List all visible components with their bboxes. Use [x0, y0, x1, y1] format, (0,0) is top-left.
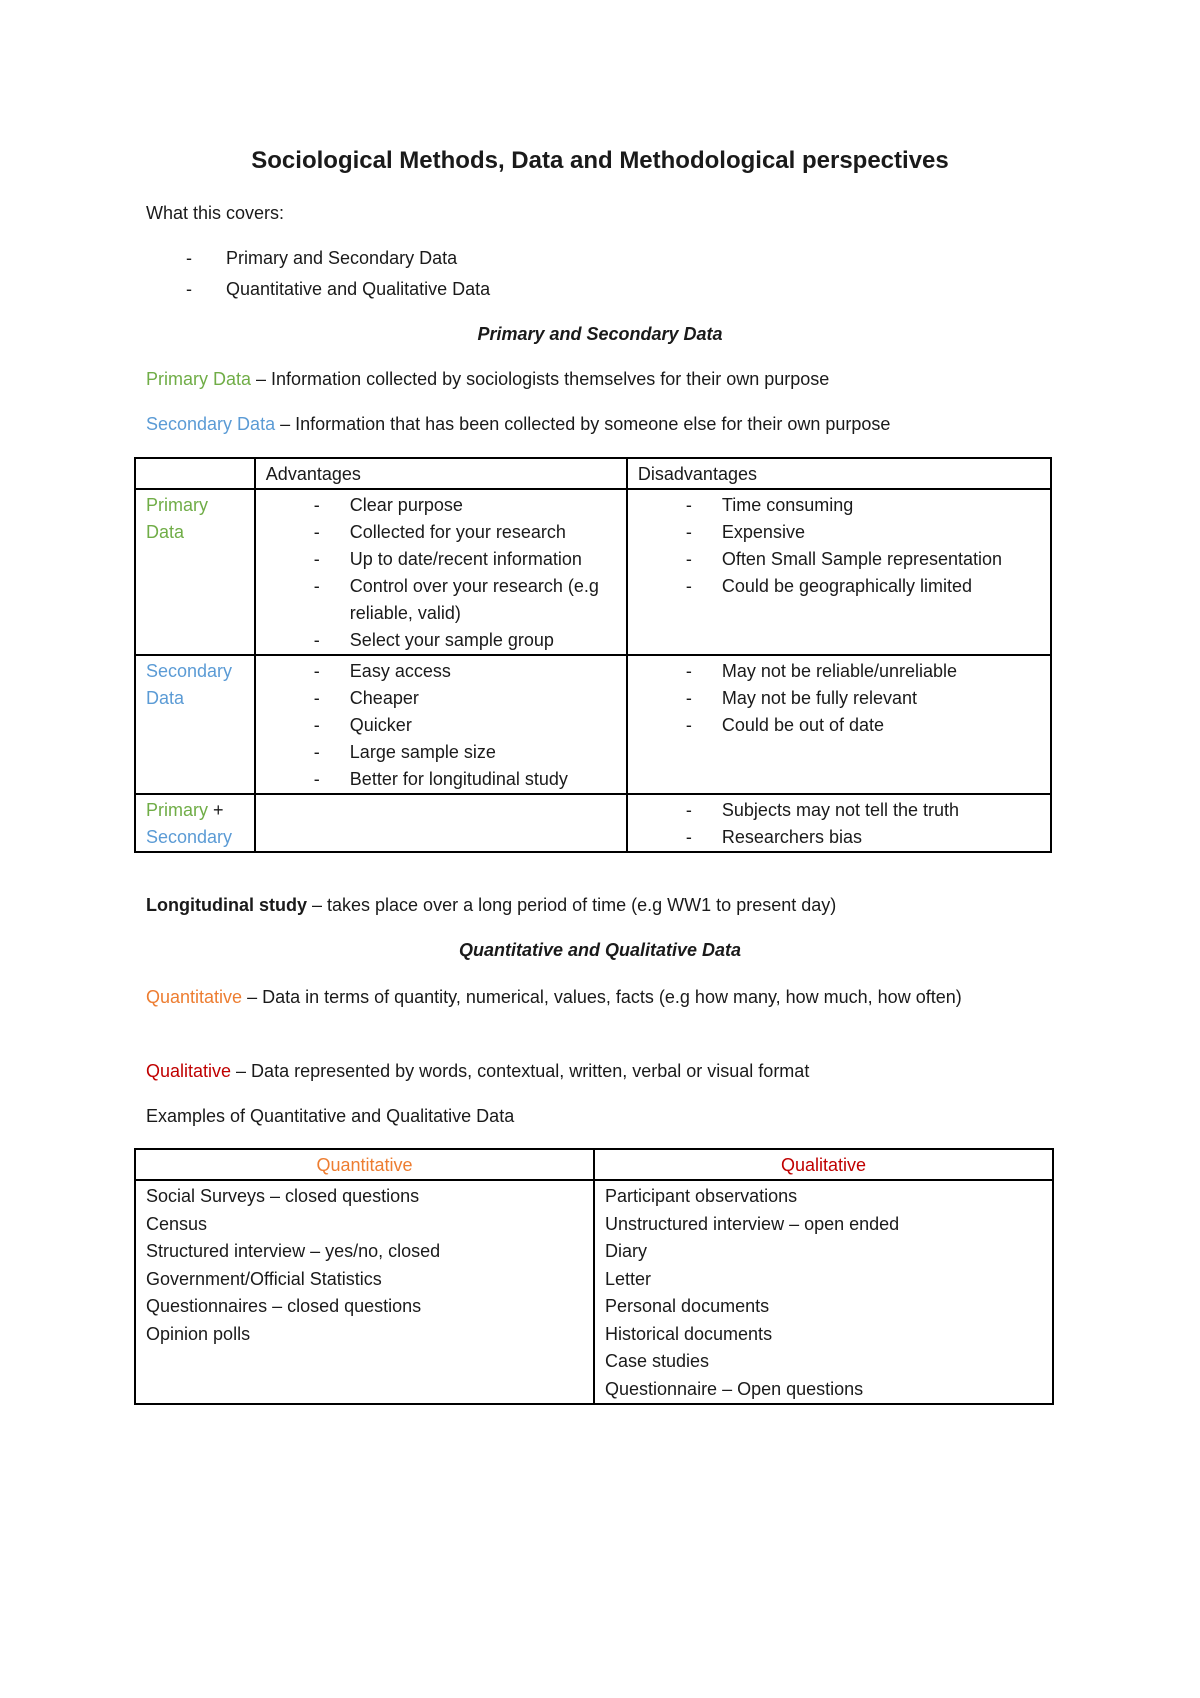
- disadvantages-cell: [627, 794, 1051, 852]
- row-label-primary: Primary Data: [135, 489, 255, 655]
- list-item: Social Surveys – closed questions: [146, 1186, 420, 1206]
- covers-item: - Quantitative and Qualitative Data: [186, 279, 491, 299]
- list-item: - Control over your research (e.g reliable, valid): [266, 573, 616, 627]
- table-row: [135, 1180, 1053, 1404]
- advantages-cell: [255, 489, 627, 655]
- list-item: Structured interview – yes/no, closed: [146, 1241, 441, 1261]
- table-header-cell: [135, 458, 255, 489]
- list-item: - Quicker: [266, 712, 616, 739]
- list-item: - Could be geographically limited: [638, 573, 1040, 600]
- list-item: Questionnaires – closed questions: [146, 1296, 422, 1316]
- table-header-cell: Advantages: [255, 458, 627, 489]
- list-item: Census: [146, 1213, 208, 1234]
- list-item: Unstructured interview – open ended: [605, 1213, 900, 1234]
- list-item: Diary: [605, 1241, 648, 1261]
- list-item: Participant observations: [605, 1186, 798, 1206]
- examples-table: [134, 1148, 1054, 1405]
- secondary-data-definition: Secondary Data – Information that has been collected by someone else for their own purpose: [146, 414, 891, 434]
- list-item: Questionnaire – Open questions: [605, 1378, 864, 1399]
- list-item: - Researchers bias: [638, 824, 1040, 851]
- list-item: - Up to date/recent information: [266, 546, 616, 573]
- longitudinal-term: Longitudinal study: [146, 895, 307, 915]
- table-row: [135, 794, 1051, 852]
- page-title: Sociological Methods, Data and Methodological perspectives: [251, 147, 949, 174]
- list-item: - Better for longitudinal study: [266, 766, 616, 793]
- qualitative-term: Qualitative: [146, 1061, 232, 1081]
- advantages-cell: [255, 655, 627, 794]
- table-header-row: [135, 1149, 1053, 1180]
- quantitative-examples-cell: [135, 1180, 594, 1404]
- section-heading-quant-qual: Quantitative and Qualitative Data: [458, 940, 742, 960]
- table-header-quantitative: Quantitative: [135, 1149, 594, 1180]
- advantages-cell: [255, 794, 627, 852]
- table-row: [135, 489, 1051, 655]
- list-item: - Clear purpose: [266, 492, 616, 519]
- list-item: Personal documents: [605, 1296, 770, 1316]
- list-item: Opinion polls: [146, 1323, 251, 1344]
- list-item: - Collected for your research: [266, 519, 616, 546]
- list-item: - Cheaper: [266, 685, 616, 712]
- list-item: Letter: [605, 1268, 652, 1289]
- qualitative-examples-cell: [594, 1180, 1053, 1404]
- list-item: - Often Small Sample representation: [638, 546, 1040, 573]
- list-item: - Select your sample group: [266, 627, 616, 654]
- secondary-data-term: Secondary Data: [146, 414, 276, 434]
- list-item: Case studies: [605, 1351, 710, 1371]
- longitudinal-definition: Longitudinal study – takes place over a long period of time (e.g WW1 to present day): [146, 895, 837, 915]
- list-item: - May not be reliable/unreliable: [638, 658, 1040, 685]
- list-item: Historical documents: [605, 1323, 773, 1344]
- quantitative-definition: Quantitative – Data in terms of quantity, numerical, values, facts (e.g how many, how much, how often): [146, 987, 962, 1007]
- table-row: [135, 655, 1051, 794]
- advantages-disadvantages-table: [134, 457, 1052, 853]
- row-label-secondary: Secondary Data: [135, 655, 255, 794]
- disadvantages-cell: [627, 489, 1051, 655]
- list-item: - Could be out of date: [638, 712, 1040, 739]
- list-item: - May not be fully relevant: [638, 685, 1040, 712]
- list-item: - Time consuming: [638, 492, 1040, 519]
- list-item: - Large sample size: [266, 739, 616, 766]
- primary-data-definition: Primary Data – Information collected by sociologists themselves for their own purpose: [146, 369, 830, 389]
- table-header-row: [135, 458, 1051, 489]
- table-header-qualitative: Qualitative: [594, 1149, 1053, 1180]
- disadvantages-cell: [627, 655, 1051, 794]
- row-label-primary-secondary: Primary + Secondary: [135, 794, 255, 852]
- intro-text: What this covers:: [146, 203, 285, 223]
- section-heading-primary-secondary: Primary and Secondary Data: [477, 324, 723, 344]
- list-item: - Subjects may not tell the truth: [638, 797, 1040, 824]
- primary-data-term: Primary Data: [146, 369, 252, 389]
- examples-label: Examples of Quantitative and Qualitative Data: [146, 1106, 515, 1126]
- list-item: - Expensive: [638, 519, 1040, 546]
- covers-item: - Primary and Secondary Data: [186, 248, 458, 268]
- table-header-cell: Disadvantages: [627, 458, 1051, 489]
- qualitative-definition: Qualitative – Data represented by words, contextual, written, verbal or visual format: [146, 1061, 810, 1081]
- quantitative-term: Quantitative: [146, 987, 243, 1007]
- list-item: Government/Official Statistics: [146, 1268, 382, 1289]
- list-item: - Easy access: [266, 658, 616, 685]
